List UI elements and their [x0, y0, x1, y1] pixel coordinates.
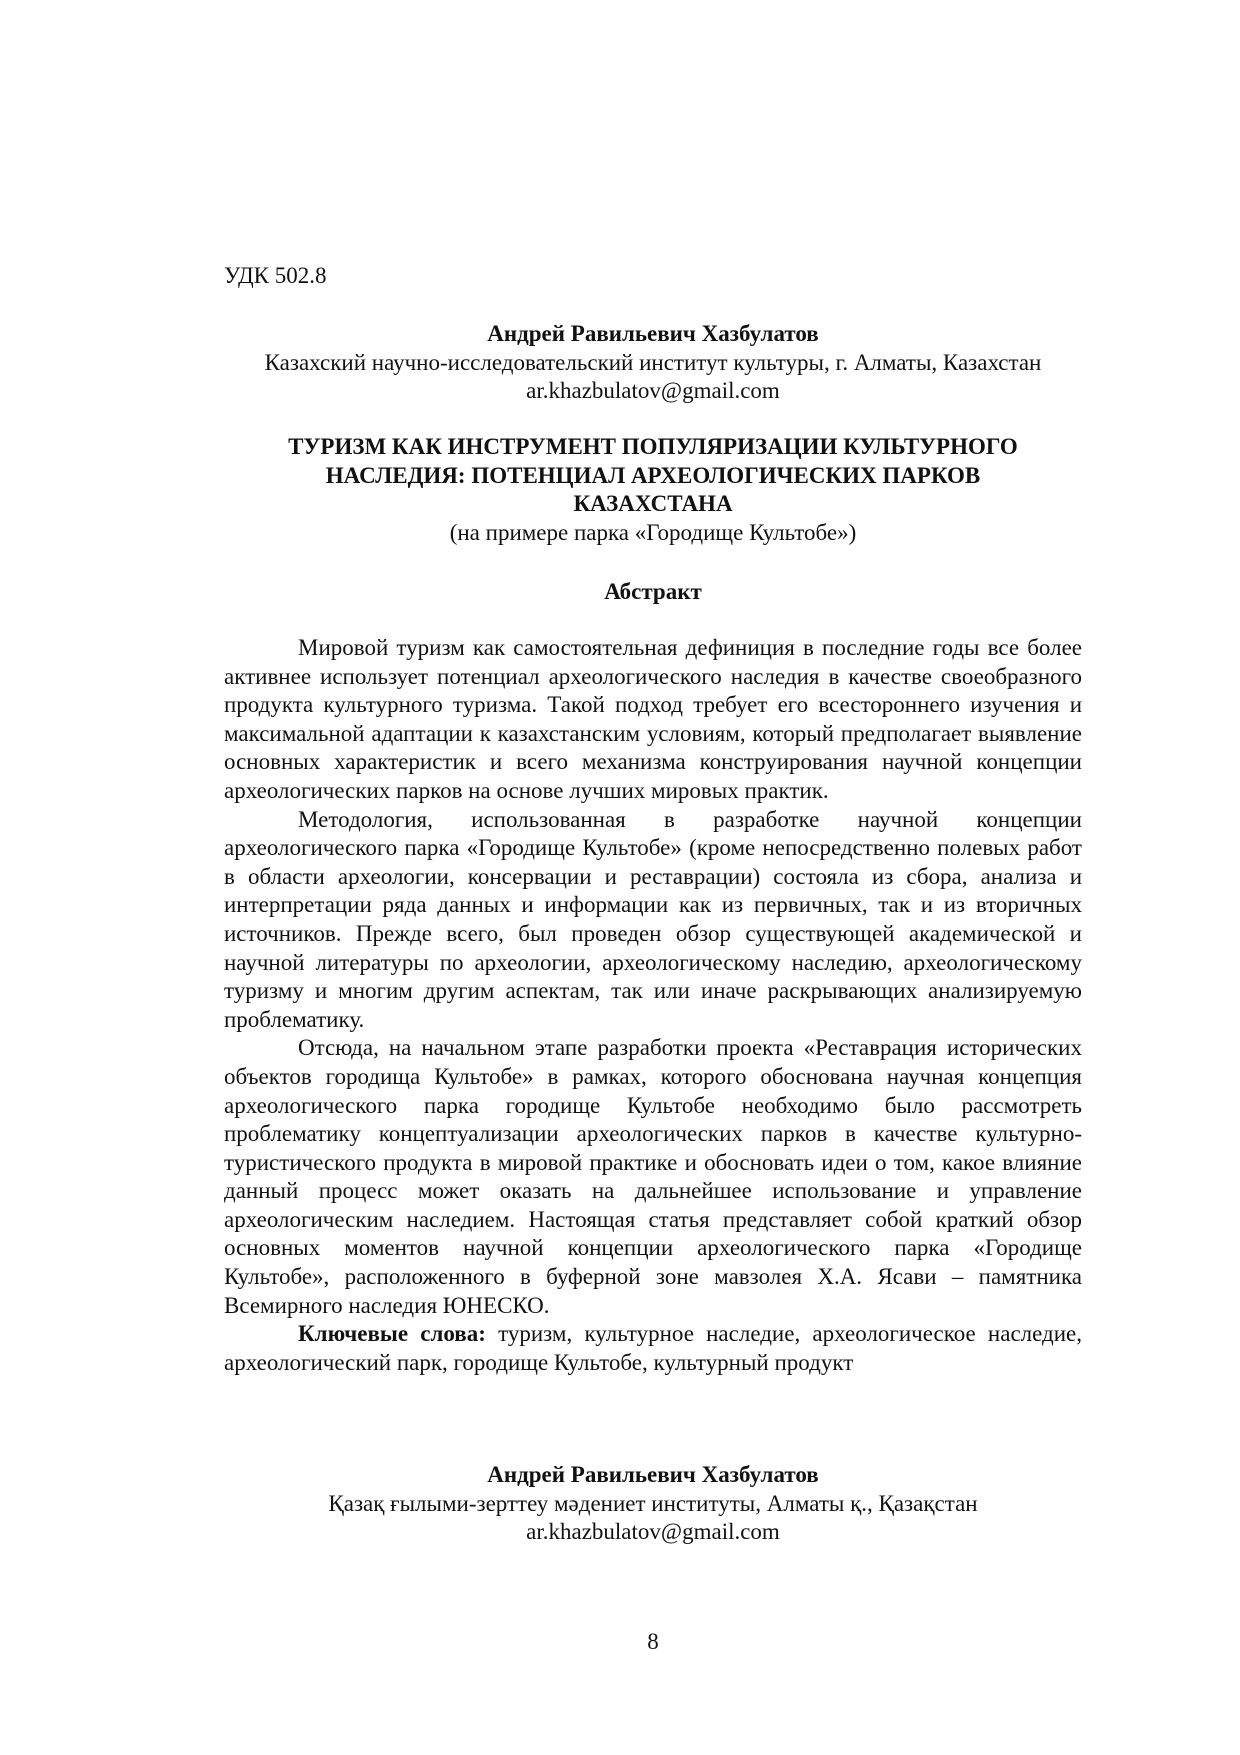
abstract-heading: Абстракт [604, 579, 702, 604]
article-subtitle: (на примере парка «Городище Культобе») [449, 519, 857, 545]
page-number: 8 [647, 1629, 659, 1654]
title-line-1: ТУРИЗМ КАК ИНСТРУМЕНТ ПОПУЛЯРИЗАЦИИ КУЛЬТУРНОГО [288, 434, 1018, 459]
abstract-paragraph: Мировой туризм как самостоятельная дефиниция в последние годы все более активнее использует потенциал археологического наследия в качестве своеобразного продукта культурного туризма. Такой подход требует его всестороннего изучения и максимальной адаптации к казахстанским условиям, который предполагает выявление основных характеристик и всего механизма конструирования научной концепции археологических парков на основе лучших мировых практик. [224, 635, 1082, 803]
author-email: ar.khazbulatov@gmail.com [526, 378, 780, 403]
keywords-paragraph [224, 1320, 1082, 1377]
author-block-kazakh [224, 1461, 1082, 1547]
author-name: Андрей Равильевич Хазбулатов [487, 1462, 819, 1487]
title-line-3: КАЗАХСТАНА [573, 491, 733, 516]
abstract-paragraph: Методология, использованная в разработке научной концепции археологического парка «Городище Культобе» (кроме непосредственно полевых работ в области археологии, консервации и реставрации) состояла из сбора, анализа и интерпретации ряда данных и информации как из первичных, так и из вторичных источников. Прежде всего, был проведен обзор существующей академической и научной литературы по археологии, археологическому наследию, археологическому туризму и многим другим аспектам, так или иначе раскрывающих анализируемую проблематику. [224, 806, 1082, 1032]
keywords-text: туризм, культурное наследие, археологическое наследие, археологический парк, городище Культобе, культурный продукт [224, 1321, 1083, 1375]
abstract-body [224, 634, 1082, 1377]
article-title [224, 433, 1082, 547]
title-line-2: НАСЛЕДИЯ: ПОТЕНЦИАЛ АРХЕОЛОГИЧЕСКИХ ПАРКОВ [325, 462, 981, 488]
abstract-paragraph: Отсюда, на начальном этапе разработки проекта «Реставрация исторических объектов городища Культобе» в рамках, которого обоснована научная концепция археологического парка городище Культобе необходимо было рассмотреть проблематику концептуализации археологических парков в качестве культурно-туристического продукта в мировой практике и обосновать идеи о том, какое влияние данный процесс может оказать на дальнейшее использование и управление археологическим наследием. Настоящая статья представляет собой краткий обзор основных моментов научной концепции археологического парка «Городище Культобе», расположенного в буферной зоне мавзолея Х.А. Ясави – памятника Всемирного наследия ЮНЕСКО. [224, 1035, 1082, 1318]
author-email: ar.khazbulatov@gmail.com [526, 1519, 780, 1544]
udk-code: УДК 502.8 [224, 263, 327, 288]
author-affiliation: Казахский научно-исследовательский институт культуры, г. Алматы, Казахстан [264, 349, 1042, 375]
author-affiliation: Қазақ ғылыми-зерттеу мәдениет институты, Алматы қ., Қазақстан [328, 1490, 978, 1516]
keywords-label: Ключевые слова: [298, 1321, 486, 1347]
author-block-russian [224, 320, 1082, 406]
author-name: Андрей Равильевич Хазбулатов [487, 321, 819, 346]
